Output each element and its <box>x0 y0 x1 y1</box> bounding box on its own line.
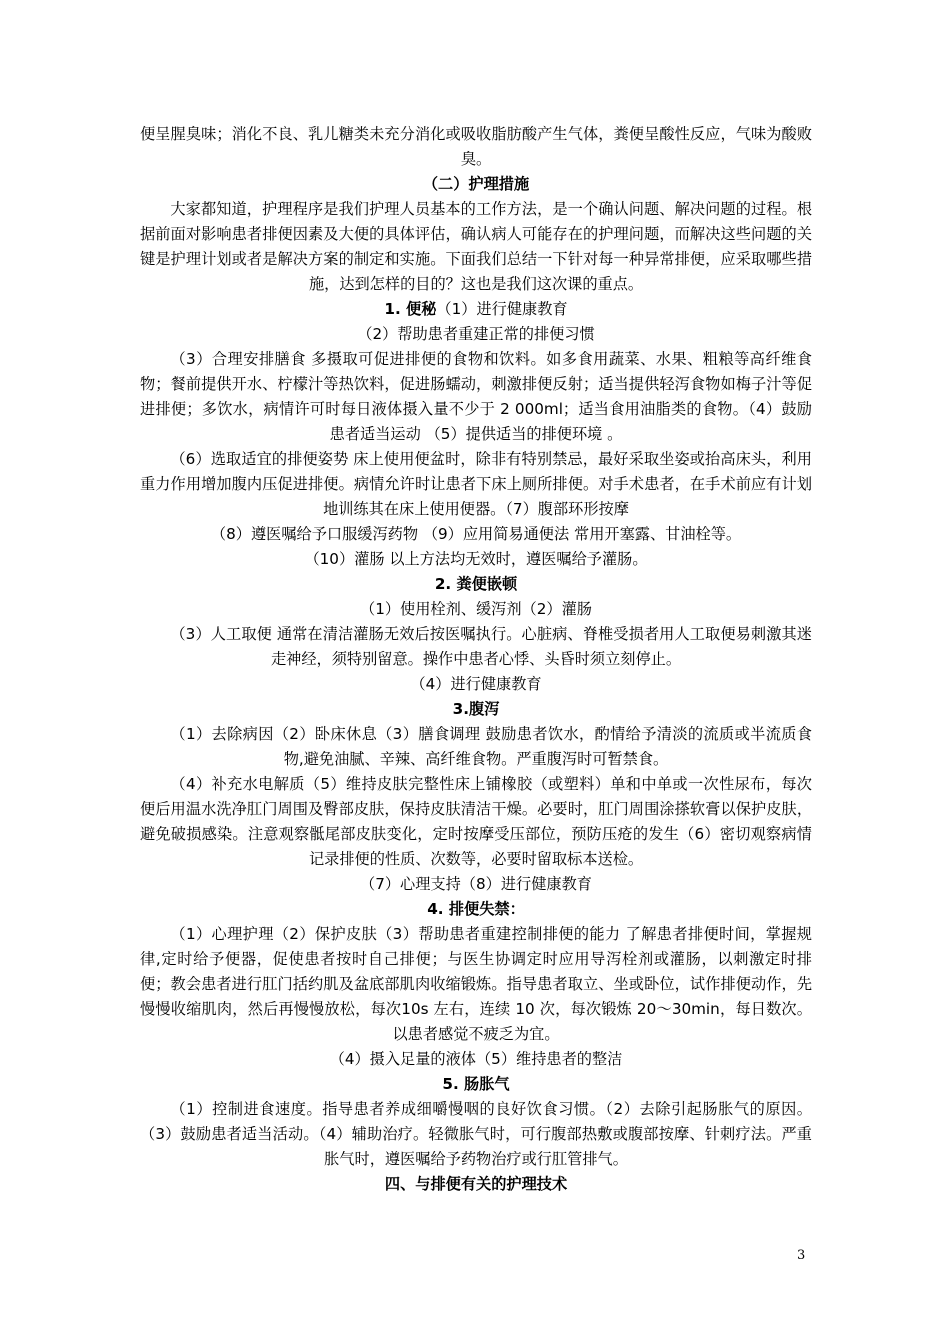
diarrhea-item-1-3: （1）去除病因（2）卧床休息（3）膳食调理 鼓励患者饮水，酌情给予清淡的流质或半流质食物,避免油腻、辛辣、高纤维食物。严重腹泻时可暂禁食。 <box>170 725 812 768</box>
impaction-item-1-2: （1）使用栓剂、缓泻剂（2）灌肠 <box>360 600 592 618</box>
paragraph-constipation-title <box>140 297 812 322</box>
heading-incontinence: 4. 排便失禁： <box>427 900 525 918</box>
heading-diarrhea: 3.腹泻 <box>452 700 500 718</box>
constipation-item-1: （1）进行健康教育 <box>436 300 568 318</box>
heading-section-four: 四、与排便有关的护理技术 <box>384 1175 568 1193</box>
paragraph-nursing-process: 大家都知道，护理程序是我们护理人员基本的工作方法，是一个确认问题、解决问题的过程。根据前面对影响患者排便因素及大便的具体评估，确认病人可能存在的护理问题，而解决这些问题的关键是护理计划或者是解决方案的制定和实施。下面我们总结一下针对每一种异常排便，应采取哪些措施，达到怎样的目的？这也是我们这次课的重点。 <box>140 200 812 293</box>
document-page <box>140 122 812 1197</box>
diarrhea-item-7-8: （7）心理支持（8）进行健康教育 <box>360 875 592 893</box>
constipation-item-2: （2）帮助患者重建正常的排便习惯 <box>357 325 595 343</box>
incontinence-item-4-5: （4）摄入足量的液体（5）维持患者的整洁 <box>329 1050 623 1068</box>
flatulence-items: （1）控制进食速度。指导患者养成细嚼慢咽的良好饮食习惯。（2）去除引起肠胀气的原因。（3）鼓励患者适当活动。（4）辅助治疗。轻微胀气时，可行腹部热敷或腹部按摩、针刺疗法。严重胀气时，遵医嘱给予药物治疗或行肛管排气。 <box>140 1100 812 1168</box>
heading-nursing-measures: （二）护理措施 <box>422 175 530 193</box>
constipation-item-6-7: （6）选取适宜的排便姿势 床上使用便盆时，除非有特别禁忌，最好采取坐姿或抬高床头，利用重力作用增加腹内压促进排便。病情允许时让患者下床上厕所排便。对手术患者，在手术前应有计划地训练其在床上使用便器。（7）腹部环形按摩 <box>140 450 812 518</box>
constipation-item-10: （10）灌肠 以上方法均无效时，遵医嘱给予灌肠。 <box>304 550 648 568</box>
impaction-item-4: （4）进行健康教育 <box>410 675 542 693</box>
heading-flatulence: 5. 肠胀气 <box>442 1075 510 1093</box>
incontinence-item-1-3: （1）心理护理（2）保护皮肤（3）帮助患者重建控制排便的能力 了解患者排便时间，掌握规律,定时给予便器，促使患者按时自己排便；与医生协调定时应用导泻栓剂或灌肠，以刺激定时排便；教会患者进行肛门括约肌及盆底部肌肉收缩锻炼。指导患者取立、坐或卧位，试作排便动作，先慢慢收缩肌肉，然后再慢慢放松，每次10s 左右，连续 10 次，每次锻炼 20～30min，每日数次。以患者感觉不疲乏为宜。 <box>140 925 812 1043</box>
heading-fecal-impaction: 2. 粪便嵌顿 <box>434 575 518 593</box>
impaction-item-3: （3）人工取便 通常在清洁灌肠无效后按医嘱执行。心脏病、脊椎受损者用人工取便易刺激其迷走神经，须特别留意。操作中患者心悸、头昏时须立刻停止。 <box>170 625 812 668</box>
paragraph-stool-odor: 便呈腥臭味；消化不良、乳儿糖类未充分消化或吸收脂肪酸产生气体，粪便呈酸性反应，气味为酸败臭。 <box>140 125 812 168</box>
diarrhea-item-4-6: （4）补充水电解质（5）维持皮肤完整性床上铺橡胶（或塑料）单和中单或一次性尿布，每次便后用温水洗净肛门周围及臀部皮肤，保持皮肤清洁干燥。必要时，肛门周围涂搽软膏以保护皮肤，避免破损感染。注意观察骶尾部皮肤变化，定时按摩受压部位，预防压疮的发生（6）密切观察病情 记录排便的性质、次数等，必要时留取标本送检。 <box>140 775 812 868</box>
page-number: 3 <box>797 1248 806 1263</box>
constipation-item-3-5: （3）合理安排膳食 多摄取可促进排便的食物和饮料。如多食用蔬菜、水果、粗粮等高纤维食物；餐前提供开水、柠檬汁等热饮料，促进肠蠕动，刺激排便反射；适当提供轻泻食物如梅子汁等促进排便；多饮水，病情许可时每日液体摄入量不少于 2 000ml；适当食用油脂类的食物。（4）鼓励患者适当运动 （5）提供适当的排便环境 。 <box>140 350 812 443</box>
constipation-item-8-9: （8）遵医嘱给予口服缓泻药物 （9）应用简易通便法 常用开塞露、甘油栓等。 <box>210 525 742 543</box>
heading-constipation: 1. 便秘 <box>384 300 437 318</box>
